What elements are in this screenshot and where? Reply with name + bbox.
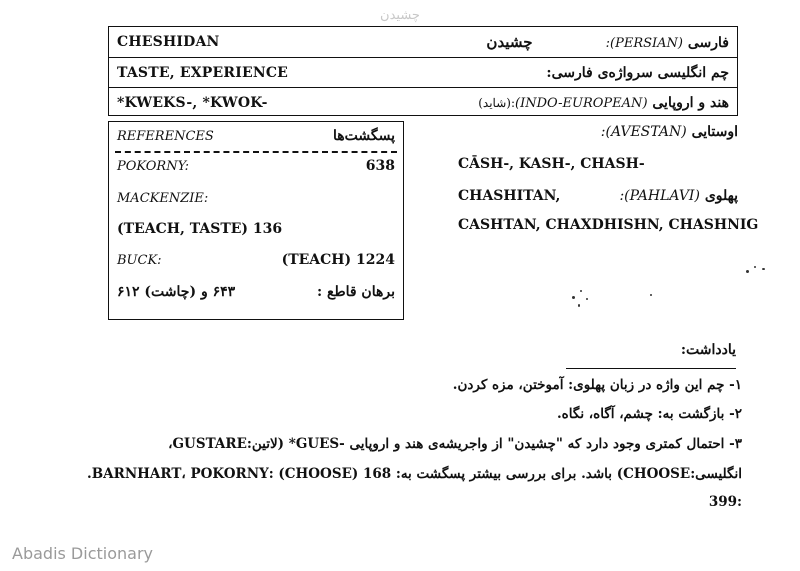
references-header-fa: پسگشت‌ها <box>332 128 395 144</box>
header-row-indo-european <box>109 87 737 117</box>
scan-specks-right <box>740 262 780 282</box>
indo-european-label: هند و اروپایی (INDO-EUROPEAN):(شاید) <box>478 94 729 111</box>
watermark: Abadis Dictionary <box>12 544 153 563</box>
header-box <box>108 26 738 116</box>
header-row-persian <box>109 27 737 57</box>
reference-value: 638 <box>365 158 395 174</box>
note-line-2: ۲- بازگشت به: چشم، آگاه، نگاه. <box>556 406 742 422</box>
references-header-en: REFERENCES <box>117 128 214 144</box>
references-box <box>108 121 404 320</box>
reference-label: POKORNY: <box>117 158 189 174</box>
references-header <box>109 122 403 150</box>
reference-burhan <box>109 278 403 306</box>
pahlavi-value: CHASHITAN, <box>458 188 561 204</box>
reference-value: ۶۴۳ و (چاشت) ۶۱۲ <box>117 284 236 300</box>
header-row-english <box>109 57 737 87</box>
pahlavi-more: CASHTAN, CHAXDHISHN, CHASHNIG <box>458 217 759 233</box>
note-line-4: انگلیسی:CHOOSE) باشد. برای بررسی بیشتر پسگشت به: 168 (CHOOSE) :BARNHART، POKORNY. <box>87 466 742 482</box>
english-meaning: TASTE, EXPERIENCE <box>117 64 289 81</box>
persian-label: فارسی (PERSIAN): چشیدن <box>486 33 729 51</box>
note-line-1: ۱- چم این واژه در زبان پهلوی: آموختن، مزه کردن. <box>452 377 742 393</box>
reference-value: (TEACH, TASTE) 136 <box>117 221 283 237</box>
note-line-5: :399 <box>708 494 742 510</box>
indo-european-root: *KWEKS-, *KWOK- <box>117 94 268 111</box>
reference-pokorny <box>109 152 403 180</box>
transliteration: CHESHIDAN <box>117 34 220 50</box>
reference-label: برهان قاطع : <box>316 284 395 300</box>
pahlavi-label: پهلوی (PAHLAVI): <box>619 188 738 204</box>
note-line-3: ۳- احتمال کمتری وجود دارد که "چشیدن" از واجریشه‌ی هند و اروپایی -GUES* (لاتین:GUSTARE، <box>168 436 742 452</box>
page-title: چشیدن <box>380 8 420 23</box>
reference-mackenzie-value <box>109 215 403 243</box>
avestan-label: اوستایی (AVESTAN): <box>600 124 738 140</box>
reference-value: (TEACH) 1224 <box>281 252 395 268</box>
reference-mackenzie <box>109 184 403 212</box>
scan-specks <box>560 286 620 326</box>
english-label: چم انگلیسی سرواژه‌ی فارسی: <box>546 64 729 81</box>
avestan-value: CĀSH-, KASH-, CHASH- <box>458 156 645 172</box>
reference-buck <box>109 246 403 274</box>
reference-label: MACKENZIE: <box>117 190 209 206</box>
reference-label: BUCK: <box>117 252 162 268</box>
headword: چشیدن <box>486 33 533 51</box>
notes-heading: یادداشت: <box>566 342 736 369</box>
